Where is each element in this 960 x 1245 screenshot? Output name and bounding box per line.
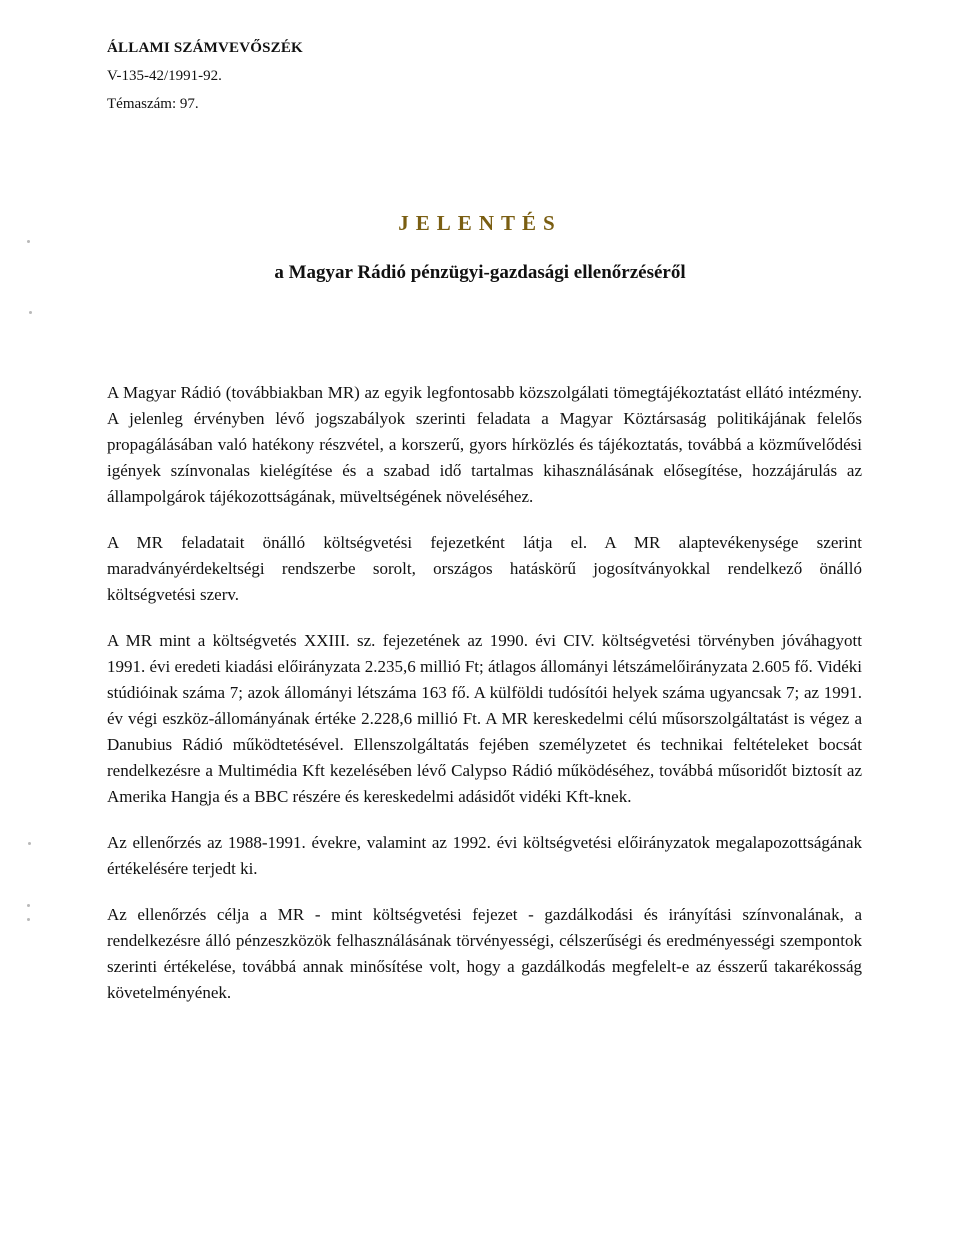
scan-speck	[27, 240, 30, 243]
report-body	[107, 380, 862, 1026]
scan-speck	[28, 842, 31, 845]
scan-speck	[29, 311, 32, 314]
paragraph-intro: A Magyar Rádió (továbbiakban MR) az egyik legfontosabb közszolgálati tömegtájékoztatást ellátó intézmény. A jelenleg érvényben lévő jogszabályok szerinti feladata a Magyar Köztársaság politikájának felelős propagálásában való hatékony részvétel, a korszerű, gyors hírközlés és tájékoztatás, továbbá a közművelődési igények színvonalas kielégítése és a szabad idő tartalmas kihasználásának elősegítése, hozzájárulás az állampolgárok tájékozottságának, müveltségének növeléséhez.	[107, 383, 862, 506]
paragraph-scope: Az ellenőrzés az 1988-1991. évekre, valamint az 1992. évi költségvetési előirányzatok megalapozottságának értékelésére terjedt ki.	[107, 833, 862, 878]
paragraph-figures: A MR mint a költségvetés XXIII. sz. fejezetének az 1990. évi CIV. költségvetési törvényben jóváhagyott 1991. évi eredeti kiadási előirányzata 2.235,6 millió Ft; átlagos állományi létszámelőirányzata 2.605 fő. Vidéki stúdióinak száma 7; azok állományi létszáma 163 fő. A külföldi tudósítói helyek száma ugyancsak 7; az 1991. év végi eszköz-állományának értéke 2.228,6 millió Ft. A MR kereskedelmi célú műsorszolgáltatást is végez a Danubius Rádió működtetésével. Ellenszolgáltatás fejében személyzetet és technikai feltételeket bocsát rendelkezésre a Multimédia Kft kezelésében lévő Calypso Rádió működéséhez, továbbá műsoridőt biztosít az Amerika Hangja és a BBC részére és kereskedelmi adásidőt vidéki Kft-knek.	[107, 631, 862, 806]
report-subtitle: a Magyar Rádió pénzügyi-gazdasági ellenőrzéséről	[274, 262, 686, 283]
reference-number: V-135-42/1991-92.	[107, 68, 222, 84]
topic-number: Témaszám: 97.	[107, 96, 199, 112]
paragraph-purpose: Az ellenőrzés célja a MR - mint költségvetési fejezet - gazdálkodási és irányítási színvonalának, a rendelkezésre álló pénzeszközök felhasználásának törvényességi, célszerűségi és eredményességi szempontok szerinti értékelése, továbbá annak minősítése volt, hogy a gazdálkodás megfelelt-e az ésszerű takarékosság követelményének.	[107, 905, 862, 1002]
scan-speck	[27, 918, 30, 921]
scan-speck	[27, 904, 30, 907]
paragraph-budget-chapter: A MR feladatait önálló költségvetési fejezetként látja el. A MR alaptevékenysége szerint maradványérdekeltségi rendszerbe sorolt, országos hatáskörű jogosítványokkal rendelkező önálló költségvetési szerv.	[107, 533, 862, 604]
organization-name: ÁLLAMI SZÁMVEVŐSZÉK	[107, 40, 303, 56]
document-header	[107, 34, 303, 118]
report-title: JELENTÉS	[398, 211, 562, 235]
